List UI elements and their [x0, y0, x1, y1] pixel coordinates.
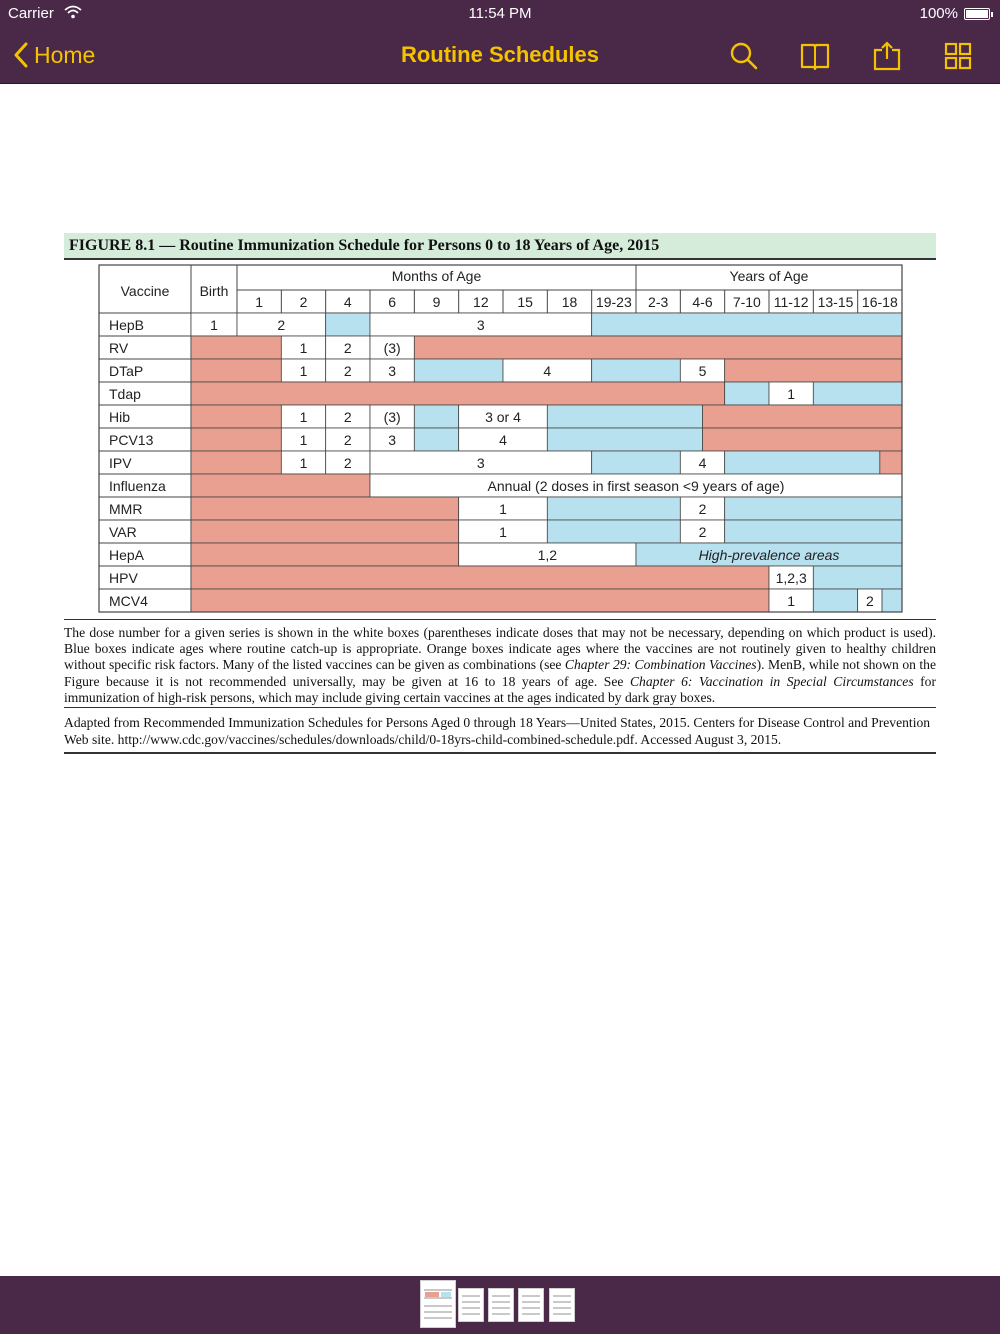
- page-thumbnail[interactable]: [458, 1288, 484, 1322]
- age-column-label: 7-10: [732, 294, 761, 310]
- schedule-cell-orange: [191, 359, 281, 382]
- vaccine-name: VAR: [109, 524, 137, 540]
- dose-label: 3 or 4: [485, 409, 521, 425]
- dose-label: 3: [388, 432, 397, 448]
- months-of-age-header: Months of Age: [391, 268, 482, 284]
- navigation-bar: [0, 28, 1000, 84]
- dose-label: 4: [543, 363, 552, 379]
- figure-title: FIGURE 8.1 — Routine Immunization Schedule for Persons 0 to 18 Years of Age, 2015: [64, 233, 936, 260]
- age-column-label: 2: [299, 294, 308, 310]
- page-thumbnail[interactable]: [518, 1288, 544, 1322]
- schedule-cell-blue: [725, 520, 902, 543]
- vaccine-name: HPV: [109, 570, 138, 586]
- caption-text-3: for immunization of high-risk persons, which may include giving certain vaccines at the ages indicated by dark gray boxes.: [64, 673, 936, 705]
- schedule-cell-blue: [547, 405, 702, 428]
- schedule-cell-blue: [813, 589, 857, 612]
- age-column-label: 15: [517, 294, 533, 310]
- book-icon[interactable]: [799, 40, 831, 72]
- share-icon[interactable]: [871, 40, 903, 72]
- dose-label: 4: [698, 455, 707, 471]
- vaccine-name: RV: [109, 340, 129, 356]
- age-column-label: 6: [388, 294, 397, 310]
- dose-label: 1: [299, 432, 308, 448]
- caption-text-2: ). MenB, while not shown on the Figure because it is not recommended universally, may be given at 16 to 18 years of age. See: [64, 657, 936, 689]
- age-column-label: 13-15: [817, 294, 854, 310]
- schedule-cell-orange: [191, 589, 769, 612]
- schedule-cell-blue: [592, 359, 681, 382]
- schedule-cell-orange: [880, 451, 902, 474]
- age-column-label: 2-3: [648, 294, 669, 310]
- dose-label: 1: [299, 455, 308, 471]
- chevron-left-icon: [14, 42, 28, 68]
- schedule-cell-orange: [703, 405, 903, 428]
- dose-label: 5: [698, 363, 707, 379]
- search-icon[interactable]: [728, 40, 760, 72]
- schedule-cell-blue: [414, 428, 458, 451]
- caption-reference-2: Chapter 6: Vaccination in Special Circumstances: [629, 673, 914, 689]
- dose-label: 2: [343, 409, 352, 425]
- page-thumbnail[interactable]: [549, 1288, 575, 1322]
- dose-label: 3: [388, 363, 397, 379]
- schedule-cell-orange: [191, 405, 281, 428]
- dose-label: 4: [499, 432, 507, 448]
- dose-label: 1: [299, 409, 308, 425]
- dose-label: Annual (2 doses in first season <9 years of age): [487, 478, 785, 494]
- vaccine-name: HepB: [109, 317, 145, 333]
- grid-icon[interactable]: [942, 40, 974, 72]
- vaccine-name: PCV13: [109, 432, 154, 448]
- dose-label: 1: [787, 593, 796, 609]
- dose-label: 1: [210, 317, 218, 333]
- vaccine-name: DTaP: [109, 363, 144, 379]
- dose-label: 3: [476, 455, 485, 471]
- dose-label: 1: [299, 340, 308, 356]
- vaccine-name: MCV4: [109, 593, 148, 609]
- schedule-cell-blue: [547, 428, 702, 451]
- vaccine-name: Tdap: [109, 386, 141, 402]
- dose-label: 1: [499, 524, 507, 540]
- dose-label: 1,2,3: [775, 570, 807, 586]
- schedule-cell-orange: [191, 497, 459, 520]
- schedule-cell-orange: [191, 543, 459, 566]
- dose-label: 2: [698, 524, 707, 540]
- schedule-cell-blue: [592, 451, 681, 474]
- clock: 11:54 PM: [468, 5, 532, 22]
- schedule-cell-blue: [813, 566, 902, 589]
- document-page[interactable]: [0, 84, 1000, 1276]
- battery-icon: [964, 8, 990, 20]
- dose-label: 2: [343, 455, 352, 471]
- schedule-cell-blue: [725, 497, 902, 520]
- schedule-cell-orange: [191, 336, 281, 359]
- schedule-cell-orange: [191, 520, 459, 543]
- schedule-cell-orange: [191, 474, 370, 497]
- schedule-cell-blue: [326, 313, 370, 336]
- page-thumbnail-strip: [0, 1276, 1000, 1334]
- age-column-label: 4-6: [692, 294, 713, 310]
- age-column-label: 4: [343, 294, 352, 310]
- page-title: Routine Schedules: [400, 42, 600, 67]
- dose-label: 1: [787, 386, 796, 402]
- caption-reference-1: Chapter 29: Combination Vaccines: [564, 657, 757, 673]
- years-of-age-header: Years of Age: [729, 268, 809, 284]
- carrier-label: Carrier: [8, 5, 54, 22]
- dose-label: (3): [383, 340, 401, 356]
- battery-percent: 100%: [919, 5, 958, 22]
- caption-text-1: The dose number for a given series is shown in the white boxes (parentheses indicate doses that may not be necessary, depending on which product is used). Blue boxes indicate ages where routine catch-up is appropriate. Orange boxes indicate ages where the vaccines are not routinely given to healthy children without specific risk factors. Many of the listed vaccines can be given as combinations (see: [64, 625, 936, 673]
- age-column-label: 19-23: [595, 294, 632, 310]
- schedule-cell-blue: [725, 382, 769, 405]
- schedule-cell-blue: [414, 359, 503, 382]
- figure-caption: [64, 619, 936, 706]
- dose-label: 2: [343, 363, 352, 379]
- schedule-cell-blue: [547, 497, 680, 520]
- schedule-cell-blue: [547, 520, 680, 543]
- schedule-cell-blue: [813, 382, 902, 405]
- schedule-cell-blue: [414, 405, 458, 428]
- dose-label: 2: [698, 501, 707, 517]
- back-label: Home: [34, 41, 96, 68]
- vaccine-name: Hib: [109, 409, 131, 425]
- dose-label: (3): [383, 409, 401, 425]
- vaccine-column-header: Vaccine: [120, 283, 170, 299]
- immunization-schedule-table: [0, 84, 1000, 624]
- schedule-cell-orange: [725, 359, 902, 382]
- vaccine-name: Influenza: [109, 478, 166, 494]
- dose-label: 2: [343, 432, 352, 448]
- back-button[interactable]: [14, 40, 95, 70]
- dose-label: 1: [499, 501, 507, 517]
- dose-label: 2: [277, 317, 286, 333]
- status-bar: [0, 0, 1000, 28]
- schedule-cell-orange: [703, 428, 903, 451]
- vaccine-name: HepA: [109, 547, 145, 563]
- dose-label: 1: [299, 363, 308, 379]
- age-column-label: 18: [561, 294, 578, 310]
- dose-label: 3: [476, 317, 485, 333]
- schedule-cell-blue: [592, 313, 902, 336]
- schedule-cell-orange: [191, 428, 281, 451]
- schedule-cell-blue: [882, 589, 902, 612]
- birth-column-header: Birth: [199, 283, 229, 299]
- age-column-label: 9: [432, 294, 441, 310]
- age-column-label: 12: [473, 294, 489, 310]
- schedule-cell-blue: [725, 451, 880, 474]
- source-citation: Adapted from Recommended Immunization Schedules for Persons Aged 0 through 18 Years—United States, 2015. Centers for Disease Control and Prevention Web site. http://www.cdc.gov/vaccines/schedules/downloads/child/0-18yrs-child-combined-schedule.pdf. Accessed August 3, 2015.: [64, 707, 936, 754]
- schedule-note: High-prevalence areas: [698, 547, 840, 563]
- vaccine-name: IPV: [109, 455, 132, 471]
- page-thumbnail[interactable]: [488, 1288, 514, 1322]
- schedule-cell-orange: [414, 336, 902, 359]
- schedule-cell-orange: [191, 382, 725, 405]
- age-column-label: 1: [255, 294, 264, 310]
- dose-label: 2: [343, 340, 352, 356]
- age-column-label: 11-12: [773, 294, 809, 310]
- age-column-label: 16-18: [861, 294, 898, 310]
- schedule-cell-orange: [191, 451, 281, 474]
- dose-label: 1,2: [537, 547, 558, 563]
- schedule-cell-orange: [191, 566, 769, 589]
- page-thumbnail[interactable]: [420, 1280, 456, 1328]
- vaccine-name: MMR: [109, 501, 143, 517]
- dose-label: 2: [865, 593, 874, 609]
